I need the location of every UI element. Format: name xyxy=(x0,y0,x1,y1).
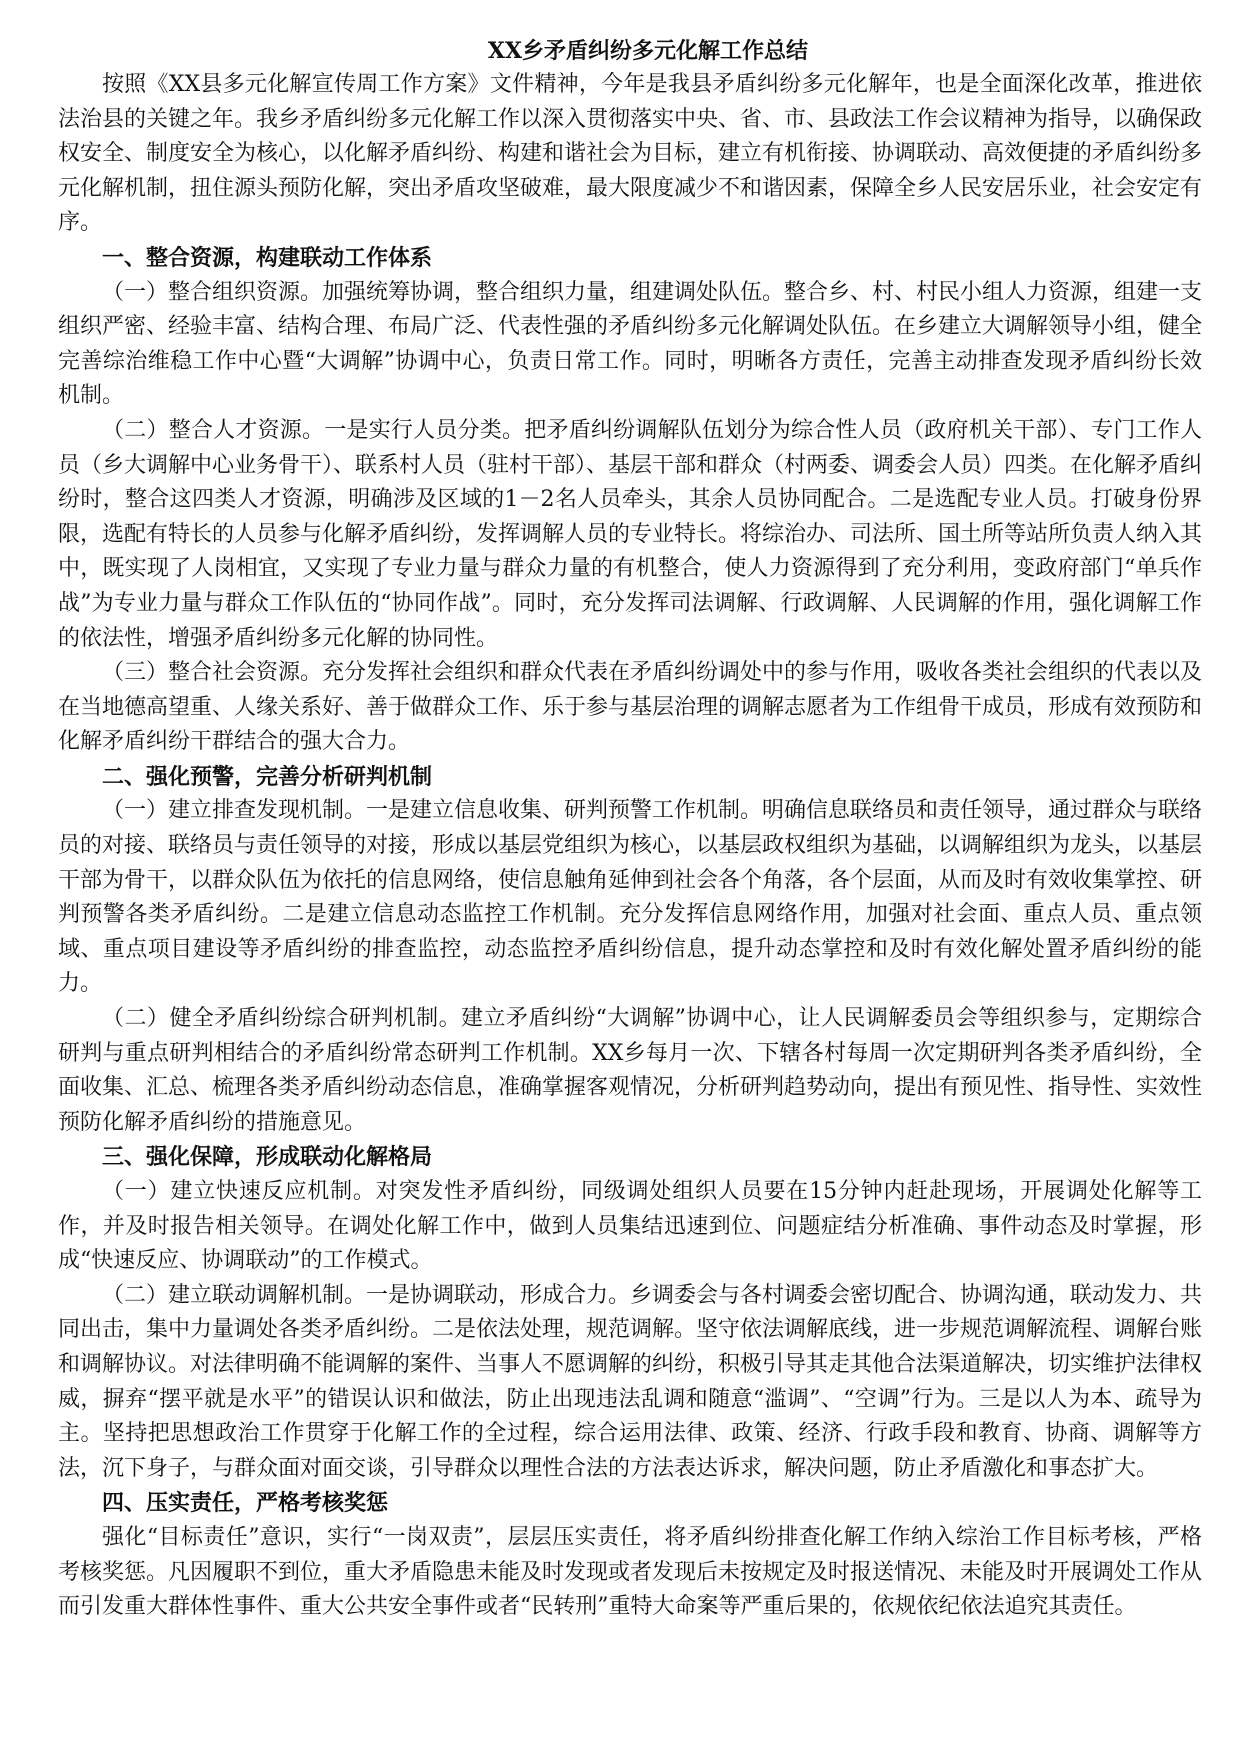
section-paragraph: （一）建立排查发现机制。一是建立信息收集、研判预警工作机制。明确信息联络员和责任领导，通过群众与联络员的对接、联络员与责任领导的对接，形成以基层党组织为核心，以基层政权组织为基础，以调解组织为龙头，以基层干部为骨干，以群众队伍为依托的信息网络，使信息触角延伸到社会各个角落，各个层面，从而及时有效收集掌控、研判预警各类矛盾纠纷。二是建立信息动态监控工作机制。充分发挥信息网络作用，加强对社会面、重点人员、重点领域、重点项目建设等矛盾纠纷的排查监控，动态监控矛盾纠纷信息，提升动态掌控和及时有效化解处置矛盾纠纷的能力。 xyxy=(58,798,1203,997)
section-paragraph: 强化“目标责任”意识，实行“一岗双责”，层层压实责任，将矛盾纠纷排查化解工作纳入综治工作目标考核，严格考核奖惩。凡因履职不到位，重大矛盾隐患未能及时发现或者发现后未按规定及时报送情况、未能及时开展调处工作从而引发重大群体性事件、重大公共安全事件或者“民转刑”重特大命案等严重后果的，依规依纪依法追究其责任。 xyxy=(58,1524,1203,1620)
intro-paragraph: 按照《XX县多元化解宣传周工作方案》文件精神，今年是我县矛盾纠纷多元化解年，也是全面深化改革，推进依法治县的关键之年。我乡矛盾纠纷多元化解工作以深入贯彻落实中央、省、市、县政法工作会议精神为指导，以确保政权安全、制度安全为核心，以化解矛盾纠纷、构建和谐社会为目标，建立有机衔接、协调联动、高效便捷的矛盾纠纷多元化解机制，扭住源头预防化解，突出矛盾攻坚破难，最大限度减少不和谐因素，保障全乡人民安居乐业，社会安定有序。 xyxy=(58,72,1203,236)
section-paragraph: （二）整合人才资源。一是实行人员分类。把矛盾纠纷调解队伍划分为综合性人员（政府机关干部）、专门工作人员（乡大调解中心业务骨干）、联系村人员（驻村干部）、基层干部和群众（村两委、调委会人员）四类。在化解矛盾纠纷时，整合这四类人才资源，明确涉及区域的1－2名人员牵头，其余人员协同配合。二是选配专业人员。打破身份界限，选配有特长的人员参与化解矛盾纠纷，发挥调解人员的专业特长。将综治办、司法所、国土所等站所负责人纳入其中，既实现了人岗相宜，又实现了专业力量与群众力量的有机整合，使人力资源得到了充分利用，变政府部门“单兵作战”为专业力量与群众工作队伍的“协同作战”。同时，充分发挥司法调解、行政调解、人民调解的作用，强化调解工作的依法性，增强矛盾纠纷多元化解的协同性。 xyxy=(58,417,1203,651)
document-title: XX乡矛盾纠纷多元化解工作总结 xyxy=(487,38,809,64)
section-paragraph: （二）健全矛盾纠纷综合研判机制。建立矛盾纠纷“大调解”协调中心，让人民调解委员会等组织参与，定期综合研判与重点研判相结合的矛盾纠纷常态研判工作机制。XX乡每月一次、下辖各村每周一次定期研判各类矛盾纠纷，全面收集、汇总、梳理各类矛盾纠纷动态信息，准确掌握客观情况，分析研判趋势动向，提出有预见性、指导性、实效性预防化解矛盾纠纷的措施意见。 xyxy=(58,1006,1203,1135)
section-1 xyxy=(58,241,1202,760)
section-2 xyxy=(58,760,1202,1141)
section-heading: 三、强化保障，形成联动化解格局 xyxy=(102,1144,433,1171)
section-paragraph: （一）建立快速反应机制。对突发性矛盾纠纷，同级调处组织人员要在15分钟内赶赴现场，开展调处化解等工作，并及时报告相关领导。在调处化解工作中，做到人员集结迅速到位、问题症结分析准确、事件动态及时掌握，形成“快速反应、协调联动”的工作模式。 xyxy=(58,1179,1202,1274)
section-3 xyxy=(58,1140,1202,1486)
section-heading: 一、整合资源，构建联动工作体系 xyxy=(102,244,433,271)
section-paragraph: （二）建立联动调解机制。一是协调联动，形成合力。乡调委会与各村调委会密切配合、协调沟通，联动发力、共同出击，集中力量调处各类矛盾纠纷。二是依法处理，规范调解。坚守依法调解底线，进一步规范调解流程、调解台账和调解协议。对法律明确不能调解的案件、当事人不愿调解的纠纷，积极引导其走其他合法渠道解决，切实维护法律权威，摒弃“摆平就是水平”的错误认识和做法，防止出现违法乱调和随意“滥调”、“空调”行为。三是以人为本、疏导为主。坚持把思想政治工作贯穿于化解工作的全过程，综合运用法律、政策、经济、行政手段和教育、协商、调解等方法，沉下身子，与群众面对面交谈，引导群众以理性合法的方法表达诉求，解决问题，防止矛盾激化和事态扩大。 xyxy=(58,1282,1203,1481)
document-page xyxy=(58,34,1202,1625)
section-heading: 四、压实责任，严格考核奖惩 xyxy=(102,1490,389,1517)
section-heading: 二、强化预警，完善分析研判机制 xyxy=(102,763,433,790)
section-paragraph: （三）整合社会资源。充分发挥社会组织和群众代表在矛盾纠纷调处中的参与作用，吸收各类社会组织的代表以及在当地德高望重、人缘关系好、善于做群众工作、乐于参与基层治理的调解志愿者为工作组骨干成员，形成有效预防和化解矛盾纠纷干群结合的强大合力。 xyxy=(58,660,1203,755)
section-paragraph: （一）整合组织资源。加强统筹协调，整合组织力量，组建调处队伍。整合乡、村、村民小组人力资源，组建一支组织严密、经验丰富、结构合理、布局广泛、代表性强的矛盾纠纷多元化解调处队伍。在乡建立大调解领导小组，健全完善综治维稳工作中心暨“大调解”协调中心，负责日常工作。同时，明晰各方责任，完善主动排查发现矛盾纠纷长效机制。 xyxy=(58,279,1203,409)
section-4 xyxy=(58,1486,1202,1624)
